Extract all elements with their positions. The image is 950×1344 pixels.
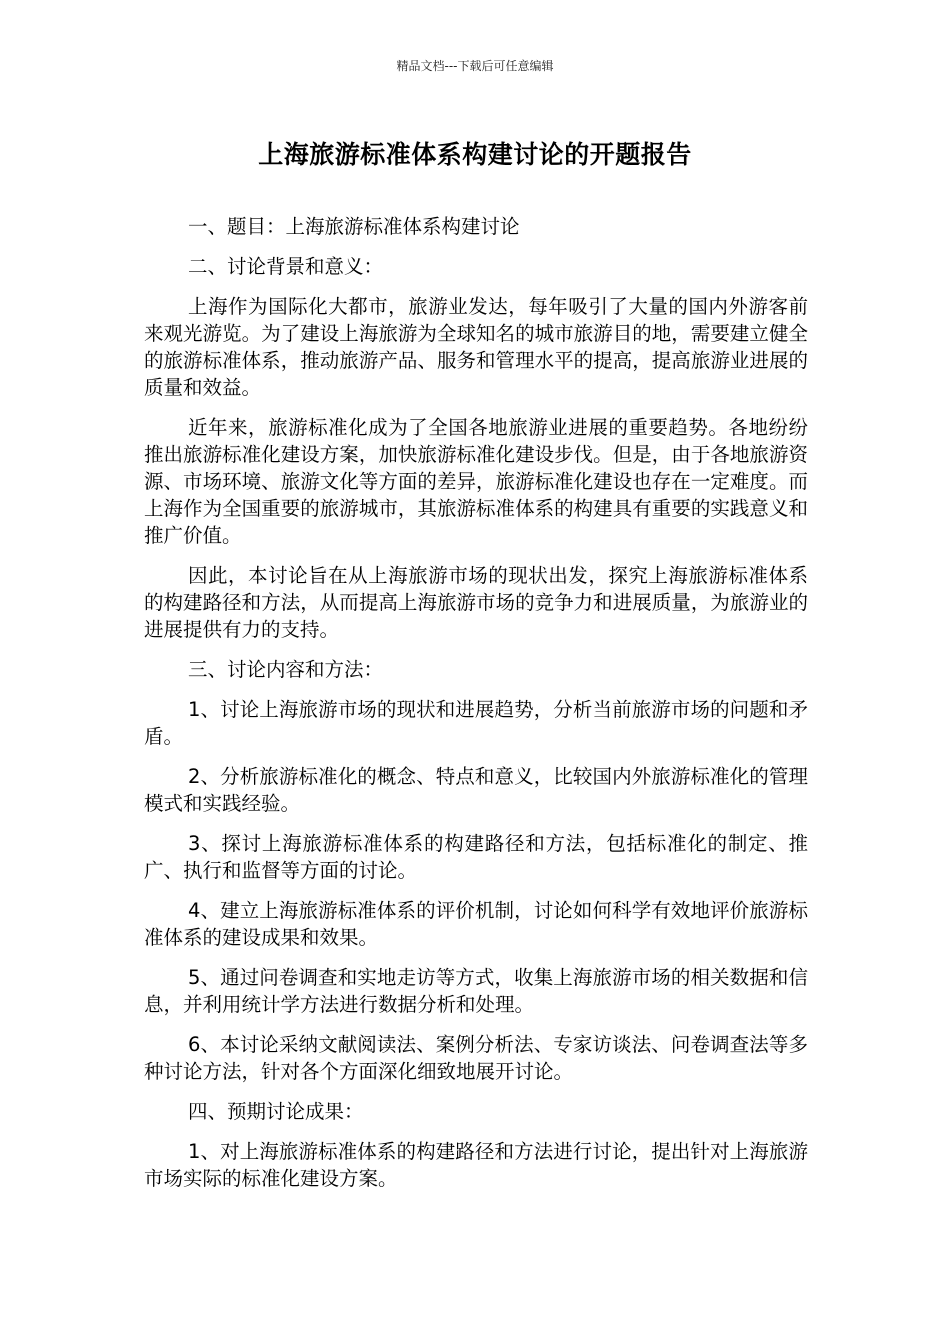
list-item: 4、建立上海旅游标准体系的评价机制，讨论如何科学有效地评价旅游标准体系的建设成果和效果。 (144, 899, 808, 949)
section-heading-background: 二、讨论背景和意义： (188, 255, 384, 278)
list-item: 3、探讨上海旅游标准体系的构建路径和方法，包括标准化的制定、推广、执行和监督等方面的讨论。 (144, 832, 808, 882)
section-heading-topic: 一、题目：上海旅游标准体系构建讨论 (188, 215, 520, 238)
list-item: 5、通过问卷调查和实地走访等方式，收集上海旅游市场的相关数据和信息，并利用统计学方法进行数据分析和处理。 (144, 966, 808, 1016)
list-item: 6、本讨论采纳文献阅读法、案例分析法、专家访谈法、问卷调查法等多种讨论方法，针对各个方面深化细致地展开讨论。 (144, 1033, 808, 1083)
list-item: 1、对上海旅游标准体系的构建路径和方法进行讨论，提出针对上海旅游市场实际的标准化建设方案。 (144, 1140, 808, 1190)
list-item: 1、讨论上海旅游市场的现状和进展趋势，分析当前旅游市场的问题和矛盾。 (144, 698, 808, 748)
header-note: 精品文档---下载后可任意编辑 (396, 59, 554, 73)
body-paragraph: 上海作为国际化大都市，旅游业发达，每年吸引了大量的国内外游客前来观光游览。为了建设上海旅游为全球知名的城市旅游目的地，需要建立健全的旅游标准体系，推动旅游产品、服务和管理水平的提高，提高旅游业进展的质量和效益。 (144, 295, 808, 399)
document-body (144, 213, 808, 1205)
section-heading-content-methods: 三、讨论内容和方法： (188, 658, 384, 681)
list-item: 2、分析旅游标准化的概念、特点和意义，比较国内外旅游标准化的管理模式和实践经验。 (144, 765, 808, 815)
page-title: 上海旅游标准体系构建讨论的开题报告 (258, 140, 692, 169)
section-heading-expected-results: 四、预期讨论成果： (188, 1100, 364, 1123)
body-paragraph: 近年来，旅游标准化成为了全国各地旅游业进展的重要趋势。各地纷纷推出旅游标准化建设方案，加快旅游标准化建设步伐。但是，由于各地旅游资源、市场环境、旅游文化等方面的差异，旅游标准化建设也存在一定难度。而上海作为全国重要的旅游城市，其旅游标准体系的构建具有重要的实践意义和推广价值。 (144, 416, 808, 547)
body-paragraph: 因此，本讨论旨在从上海旅游市场的现状出发，探究上海旅游标准体系的构建路径和方法，从而提高上海旅游市场的竞争力和进展质量，为旅游业的进展提供有力的支持。 (144, 564, 808, 641)
